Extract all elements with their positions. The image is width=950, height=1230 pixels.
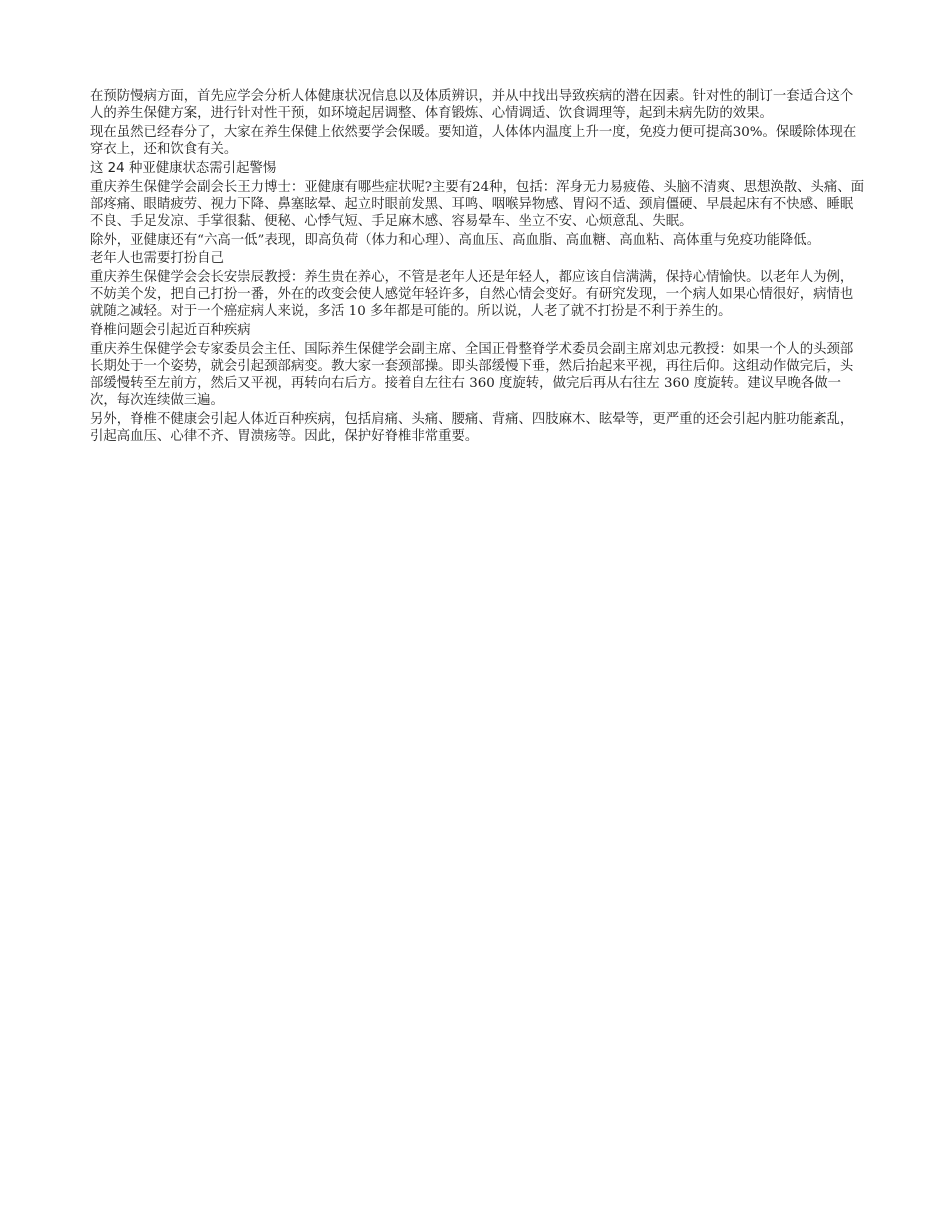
paragraph-chronic-disease-prevention: 在预防慢病方面，首先应学会分析人体健康状况信息以及体质辨识，并从中找出导致疾病的潜在因素。针对性的制订一套适合这个人的养生保健方案，进行针对性干预，如环境起居调整、体育锻炼、心情调适、饮食调理等，起到未病先防的效果。: [90, 89, 854, 122]
section-heading-spine: 脊椎问题会引起近百种疾病: [90, 323, 251, 339]
paragraph-neck-exercise: 重庆养生保健学会专家委员会主任、国际养生保健学会副主席、全国正骨整脊学术委员会副主席刘忠元教授：如果一个人的头颈部长期处于一个姿势，就会引起颈部病变。教大家一套颈部操。即头部缓慢下垂，然后抬起来平视，再往后仰。这组动作做完后，头部缓慢转至左前方，然后又平视，再转向右后方。接着自左往右 360 度旋转，做完后再从右往左 360 度旋转。建议早晚各做一次，每次连续做三遍。: [90, 341, 854, 409]
section-heading-subhealth: 这 24 种亚健康状态需引起警惕: [90, 160, 277, 176]
paragraph-six-high-one-low: 除外，亚健康还有“六高一低”表现，即高负荷（体力和心理）、高血压、高血脂、高血糖、高血粘、高体重与免疫功能降低。: [90, 232, 821, 248]
paragraph-subhealth-symptoms: 重庆养生保健学会副会长王力博士：亚健康有哪些症状呢?主要有24种，包括：浑身无力易疲倦、头脑不清爽、思想涣散、头痛、面部疼痛、眼睛疲劳、视力下降、鼻塞眩晕、起立时眼前发黑、耳鸣、咽喉异物感、胃闷不适、颈肩僵硬、早晨起床有不快感、睡眠不良、手足发凉、手掌很黏、便秘、心悸气短、手足麻木感、容易晕车、坐立不安、心烦意乱、失眠。: [90, 179, 865, 229]
section-heading-elderly-dressing: 老年人也需要打扮自己: [90, 251, 224, 267]
paragraph-elderly-mood: 重庆养生保健学会会长安崇辰教授：养生贵在养心，不管是老年人还是年轻人，都应该自信满满，保持心情愉快。以老年人为例，不妨美个发，把自己打扮一番，外在的改变会使人感觉年轻许多，自然心情会变好。有研究发现，一个病人如果心情很好，病情也就随之减轻。对于一个癌症病人来说，多活 10 多年都是可能的。所以说，人老了就不打扮是不利于养生的。: [90, 270, 854, 320]
paragraph-spine-health: 另外，脊椎不健康会引起人体近百种疾病，包括肩痛、头痛、腰痛、背痛、四肢麻木、眩晕等，更严重的还会引起内脏功能紊乱，引起高血压、心律不齐、胃溃疡等。因此，保护好脊椎非常重要。: [90, 412, 854, 445]
document-body: [90, 88, 865, 447]
paragraph-keep-warm: 现在虽然已经春分了，大家在养生保健上依然要学会保暖。要知道，人体体内温度上升一度，免疫力便可提高30%。保暖除体现在穿衣上，还和饮食有关。: [90, 124, 857, 158]
